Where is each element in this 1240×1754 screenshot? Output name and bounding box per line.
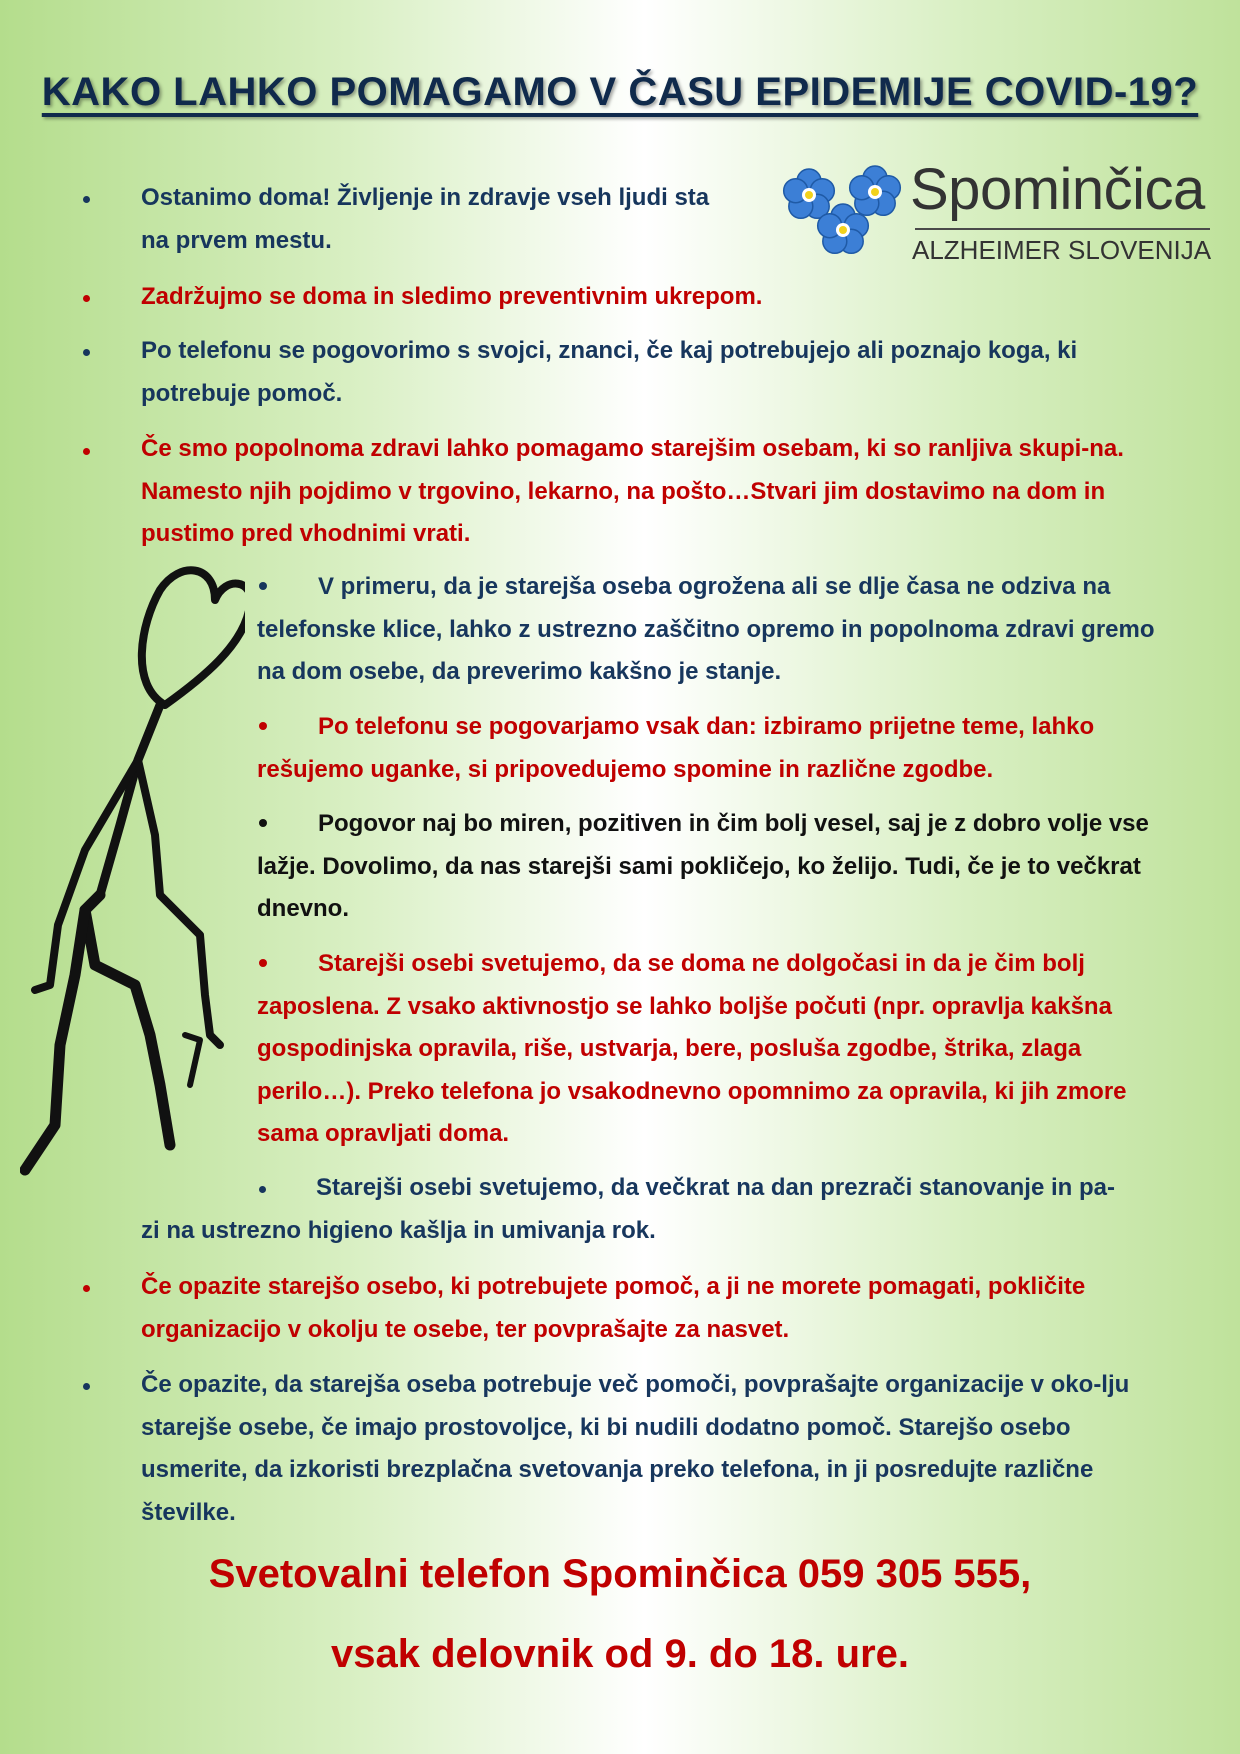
sub-item-calm-talk: Pogovor naj bo miren, pozitiven in čim bolj vesel, saj je z dobro volje vse lažje. Dovolimo, da nas starejši sami pokličejo, ko želijo. Tudi, če je to večkrat dnevno.: [257, 810, 1149, 922]
spomincica-logo: [775, 150, 1215, 270]
bullet-marker: [83, 1383, 90, 1390]
bullet-marker: [83, 448, 90, 455]
list-item-help-elderly: Če smo popolnoma zdravi lahko pomagamo starejšim osebam, ki so ranljiva skupi-na. Namesto njih pojdimo v trgovino, lekarno, na pošto…Stvari jim dostavimo na dom in pustimo pred vhodnimi vrati.: [141, 435, 1124, 547]
sub-item-check-home: V primeru, da je starejša oseba ogrožena ali se dlje časa ne odziva na telefonske klice, lahko z ustrezno zaščitno opremo in popolnoma zdravi gremo na dom osebe, da preverimo kakšno je stanje.: [257, 573, 1155, 685]
list-item-volunteers: Če opazite, da starejša oseba potrebuje več pomoči, povprašajte organizacije v oko-lju starejše osebe, če imajo prostovoljce, ki bi nudili dodatno pomoč. Starejšo osebo usmerite, da izkoristi brezplačna svetovanja preko telefona, in ji posredujte različne številke.: [141, 1371, 1130, 1526]
helpline-phone: Svetovalni telefon Spominčica 059 305 555,: [208, 1552, 1032, 1596]
walking-heart-figure-illustration: [20, 565, 245, 1185]
logo-subtitle: ALZHEIMER SLOVENIJA: [912, 235, 1212, 265]
logo-name: Spominčica: [910, 157, 1205, 222]
list-item-call-organization: Če opazite starejšo osebo, ki potrebujete pomoč, a ji ne morete pomagati, pokličite organizacijo v okolju te osebe, ter povprašajte za nasvet.: [141, 1273, 1086, 1343]
bullet-marker: [259, 959, 267, 967]
bullet-marker: [259, 722, 267, 730]
forget-me-not-flowers-icon: [775, 150, 915, 270]
bullet-marker: [259, 582, 267, 590]
list-item-stay-home: Ostanimo doma! Življenje in zdravje vseh ljudi sta na prvem mestu.: [141, 184, 710, 254]
sub-item-stay-busy: Starejši osebi svetujemo, da se doma ne dolgočasi in da je čim bolj zaposlena. Z vsako aktivnostjo se lahko boljše počuti (npr. opravlja kakšna gospodinjska opravila, riše, ustvarja, bere, posluša zgodbe, štrika, zlaga perilo…). Preko telefona jo vsakodnevno opomnimo za opravila, ki jih zmore sama opravljati doma.: [257, 950, 1127, 1147]
helpline-hours: vsak delovnik od 9. do 18. ure.: [331, 1632, 909, 1676]
bullet-marker: [83, 196, 90, 203]
list-item-phone-relatives: Po telefonu se pogovorimo s svojci, znanci, če kaj potrebujejo ali poznajo koga, ki potrebuje pomoč.: [141, 337, 1078, 407]
bullet-marker: [83, 349, 90, 356]
bullet-marker: [259, 819, 267, 827]
sub-item-ventilate: Starejši osebi svetujemo, da večkrat na dan prezrači stanovanje in pa- zi na ustrezno higieno kašlja in umivanja rok.: [141, 1174, 1115, 1244]
bullet-marker: [83, 1285, 90, 1292]
bullet-marker: [83, 295, 90, 302]
list-item-preventive: Zadržujmo se doma in sledimo preventivnim ukrepom.: [141, 283, 763, 310]
page-title: KAKO LAHKO POMAGAMO V ČASU EPIDEMIJE COVID-19?: [41, 70, 1199, 114]
sub-item-daily-calls: Po telefonu se pogovarjamo vsak dan: izbiramo prijetne teme, lahko rešujemo uganke, si pripovedujemo spomine in različne zgodbe.: [257, 713, 1095, 783]
logo-divider: [915, 228, 1210, 230]
